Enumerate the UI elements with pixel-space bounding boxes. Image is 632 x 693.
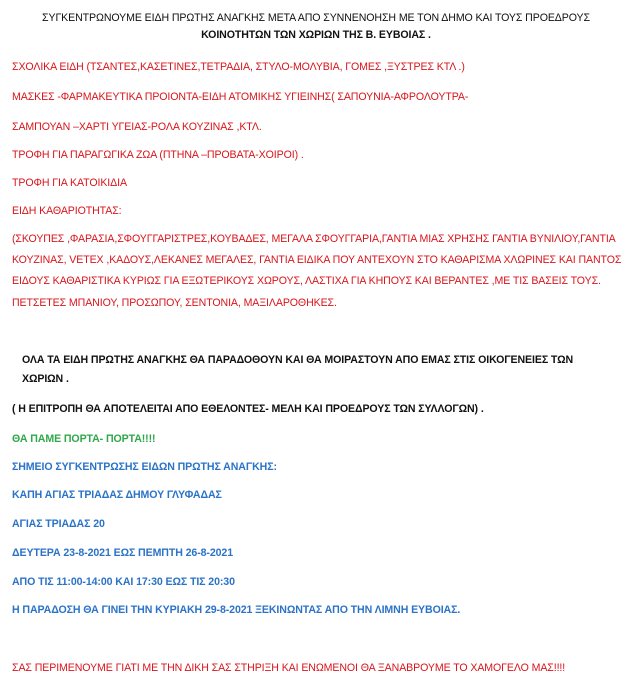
closing-message: ΣΑΣ ΠΕΡΙΜΕΝΟΥΜΕ ΓΙΑΤΙ ΜΕ ΤΗΝ ΔΙΚΗ ΣΑΣ ΣΤΗΡΙΞΗ ΚΑΙ ΕΝΩΜΕΝΟΙ ΘΑ ΞΑΝΑΒΡΟΥΜΕ ΤΟ ΧΑΜΟΓΕΛΟ ΜΑΣ!!!! [12, 662, 566, 674]
delivery-note: Η ΠΑΡΑΔΟΣΗ ΘΑ ΓΙΝΕΙ ΤΗΝ ΚΥΡΙΑΚΗ 29-8-2021 ΞΕΚΙΝΩΝΤΑΣ ΑΠΟ ΤΗΝ ΛΙΜΝΗ ΕΥΒΟΙΑΣ. [12, 604, 461, 616]
committee-note: ( Η ΕΠΙΤΡΟΠΗ ΘΑ ΑΠΟΤΕΛΕΙΤΑΙ ΑΠΟ ΕΘΕΛΟΝΤΕΣ- ΜΕΛΗ ΚΑΙ ΠΡΟΕΔΡΟΥΣ ΤΩΝ ΣΥΛΛΟΓΩΝ) . [12, 403, 484, 415]
school-items: ΣΧΟΛΙΚΑ ΕΙΔΗ (ΤΣΑΝΤΕΣ,ΚΑΣΕΤΙΝΕΣ,ΤΕΤΡΑΔΙΑ, ΣΤΥΛΟ-ΜΟΛΥΒΙΑ, ΓΟΜΕΣ ,ΞΥΣΤΡΕΣ ΚΤΛ .) [12, 61, 465, 73]
collection-address: ΑΓΙΑΣ ΤΡΙΑΔΑΣ 20 [12, 518, 105, 530]
door-to-door: ΘΑ ΠΑΜΕ ΠΟΡΤΑ- ΠΟΡΤΑ!!!! [12, 433, 156, 445]
collection-title: ΣΗΜΕΙΟ ΣΥΓΚΕΝΤΡΩΣΗΣ ΕΙΔΩΝ ΠΡΩΤΗΣ ΑΝΑΓΚΗΣ: [12, 461, 277, 473]
header-line-2: ΚΟΙΝΟΤΗΤΩΝ ΤΩΝ ΧΩΡΙΩΝ ΤΗΣ Β. ΕΥΒΟΙΑΣ . [201, 29, 431, 41]
distribution-line-1: ΟΛΑ ΤΑ ΕΙΔΗ ΠΡΩΤΗΣ ΑΝΑΓΚΗΣ ΘΑ ΠΑΡΑΔΟΘΟΥΝ ΚΑΙ ΘΑ ΜΟΙΡΑΣΤΟΥΝ ΑΠΟ ΕΜΑΣ ΣΤΙΣ ΟΙΚΟΓΕΝΕΙΕΣ ΤΩΝ [22, 354, 574, 366]
cleaning-title: ΕΙΔΗ ΚΑΘΑΡΙΟΤΗΤΑΣ: [12, 205, 122, 217]
towels-items: ΠΕΤΣΕΤΕΣ ΜΠΑΝΙΟΥ, ΠΡΟΣΩΠΟΥ, ΣΕΝΤΟΝΙΑ, ΜΑΞΙΛΑΡΟΘΗΚΕΣ. [12, 297, 337, 309]
pet-food: ΤΡΟΦΗ ΓΙΑ ΚΑΤΟΙΚΙΔΙΑ [12, 177, 127, 189]
header-line-1: ΣΥΓΚΕΝΤΡΩΝΟΥΜΕ ΕΙΔΗ ΠΡΩΤΗΣ ΑΝΑΓΚΗΣ ΜΕΤΑ ΑΠΟ ΣΥΝΝΕΝΟΗΣΗ ΜΕ ΤΟΝ ΔΗΜΟ ΚΑΙ ΤΟΥΣ ΠΡΟΕΔΡΟΥΣ [42, 12, 590, 24]
hygiene-items: ΜΑΣΚΕΣ -ΦΑΡΜΑΚΕΥΤΙΚΑ ΠΡΟΙΟΝΤΑ-ΕΙΔΗ ΑΤΟΜΙΚΗΣ ΥΓΙΕΙΝΗΣ( ΣΑΠΟΥΝΙΑ-ΑΦΡΟΛΟΥΤΡΑ- [12, 91, 469, 103]
shampoo-items: ΣΑΜΠΟΥΑΝ –ΧΑΡΤΙ ΥΓΕΙΑΣ-ΡΟΛΑ ΚΟΥΖΙΝΑΣ ,ΚΤΛ. [12, 121, 262, 133]
livestock-food: ΤΡΟΦΗ ΓΙΑ ΠΑΡΑΓΩΓΙΚΑ ΖΩΑ (ΠΤΗΝΑ –ΠΡΟΒΑΤΑ-ΧΟΙΡΟΙ) . [12, 149, 304, 161]
collection-place: ΚΑΠΗ ΑΓΙΑΣ ΤΡΙΑΔΑΣ ΔΗΜΟΥ ΓΛΥΦΑΔΑΣ [12, 489, 222, 501]
distribution-line-2: ΧΩΡΙΩΝ . [22, 373, 69, 385]
collection-dates: ΔΕΥΤΕΡΑ 23-8-2021 ΕΩΣ ΠΕΜΠΤΗ 26-8-2021 [12, 547, 234, 559]
collection-hours: ΑΠΟ ΤΙΣ 11:00-14:00 ΚΑΙ 17:30 ΕΩΣ ΤΙΣ 20:30 [12, 576, 235, 588]
cleaning-list: (ΣΚΟΥΠΕΣ ,ΦΑΡΑΣΙΑ,ΣΦΟΥΓΓΑΡΙΣΤΡΕΣ,ΚΟΥΒΑΔΕΣ, ΜΕΓΑΛΑ ΣΦΟΥΓΓΑΡΙΑ,ΓΑΝΤΙΑ ΜΙΑΣ ΧΡΗΣΗΣ ΓΑΝΤΙΑ ΒΥΝΙΛΙΟΥ,ΓΑΝΤΙΑ ΚΟΥΖΙΝΑΣ, VETEX ,ΚΑΔΟΥΣ,ΛΕΚΑΝΕΣ ΜΕΓΑΛΕΣ, ΓΑΝΤΙΑ ΕΙΔΙΚΑ ΠΟΥ ΑΝΤΕΧΟΥΝ ΣΤΟ ΚΑΘΑΡΙΣΜΑ ΧΛΩΡΙΝΕΣ ΚΑΙ ΠΑΝΤΟΣ ΕΙΔΟΥΣ ΚΑΘΑΡΙΣΤΙΚΑ ΚΥΡΙΩΣ ΓΙΑ ΕΞΩΤΕΡΙΚΟΥΣ ΧΩΡΟΥΣ, ΛΑΣΤΙΧΑ ΓΙΑ ΚΗΠΟΥΣ ΚΑΙ ΒΕΡΑΝΤΕΣ ,ΜΕ ΤΙΣ ΒΑΣΕΙΣ ΤΟΥΣ. [12, 233, 622, 287]
